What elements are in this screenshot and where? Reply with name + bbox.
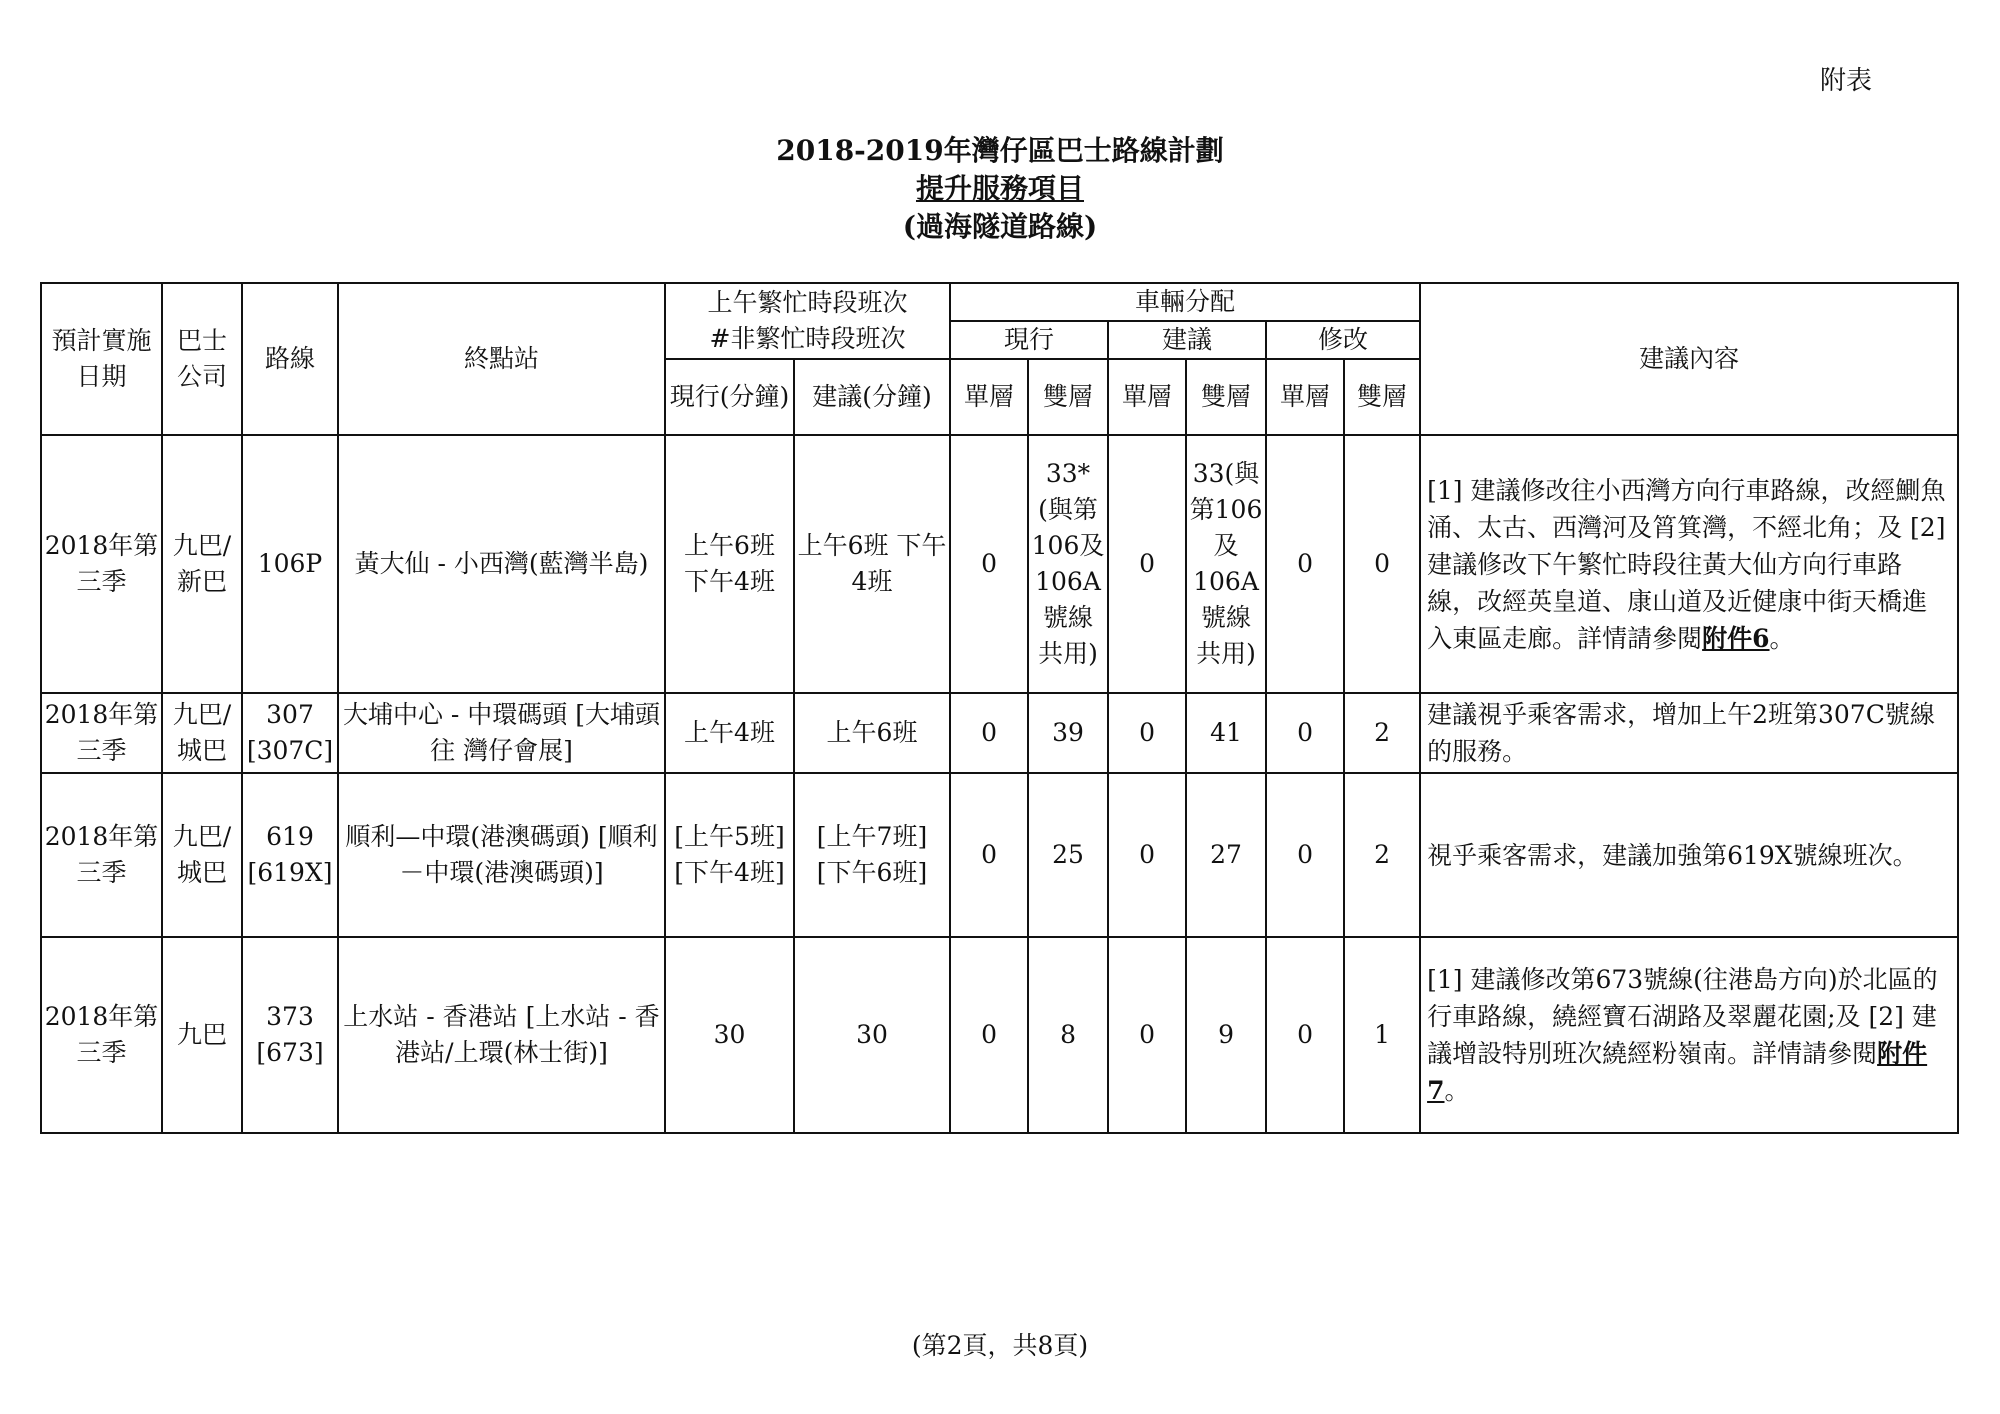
table-row: [41, 937, 1958, 1133]
cell-proposal: [1420, 773, 1958, 937]
cell-company: 九巴/城巴: [162, 693, 242, 773]
cell-date: 2018年第三季: [41, 773, 162, 937]
header-current-double: 雙層: [1028, 359, 1108, 435]
cell-change-single: 0: [1266, 937, 1344, 1133]
header-proposed: 建議: [1108, 321, 1266, 359]
table-row: [41, 693, 1958, 773]
header-date: 預計實施日期: [41, 283, 162, 435]
cell-current-single: 0: [950, 937, 1028, 1133]
cell-date: 2018年第三季: [41, 937, 162, 1133]
header-frequency-line1: 上午繁忙時段班次: [707, 288, 908, 317]
header-frequency: [665, 283, 950, 359]
proposal-text: [1] 建議修改第673號線(往港島方向)於北區的行車路線，繞經寶石湖路及翠麗花園;及 [2] 建議增設特別班次繞經粉嶺南。詳情請參閱: [1427, 965, 1938, 1068]
cell-freq-current: [上午5班] [下午4班]: [665, 773, 794, 937]
cell-change-single: 0: [1266, 773, 1344, 937]
cell-route: 307 [307C]: [242, 693, 338, 773]
cell-proposed-double: 41: [1186, 693, 1266, 773]
cell-date: 2018年第三季: [41, 435, 162, 693]
cell-current-single: 0: [950, 435, 1028, 693]
cell-proposed-single: 0: [1108, 435, 1186, 693]
header-frequency-line2: #非繁忙時段班次: [709, 324, 906, 353]
proposal-end: 。: [1769, 623, 1795, 653]
cell-current-single: 0: [950, 773, 1028, 937]
proposal-text: [1] 建議修改往小西灣方向行車路線，改經鰂魚涌、太古、西灣河及筲箕灣，不經北角；及 [2] 建議修改下午繁忙時段往黃大仙方向行車路線，改經英皇道、康山道及近健康中街天橋進入東區走廊。詳情請參閱: [1427, 475, 1946, 653]
title-line-3: (過海隧道路線): [902, 210, 1098, 243]
annex-link[interactable]: 附件6: [1702, 623, 1770, 653]
page-footer: (第2頁，共8頁): [911, 1331, 1089, 1360]
header-current-single: 單層: [950, 359, 1028, 435]
header-proposal: 建議內容: [1420, 283, 1958, 435]
cell-current-double: 25: [1028, 773, 1108, 937]
cell-current-double: 8: [1028, 937, 1108, 1133]
header-proposed-double: 雙層: [1186, 359, 1266, 435]
header-change: 修改: [1266, 321, 1420, 359]
cell-proposed-single: 0: [1108, 937, 1186, 1133]
annex-link[interactable]: 附件7: [1427, 1039, 1928, 1105]
header-company: 巴士公司: [162, 283, 242, 435]
cell-change-double: 2: [1344, 693, 1420, 773]
cell-proposed-single: 0: [1108, 693, 1186, 773]
cell-change-double: 0: [1344, 435, 1420, 693]
annex-label: 附表: [1819, 66, 1872, 96]
cell-proposed-double: 27: [1186, 773, 1266, 937]
cell-terminus: 黃大仙 - 小西灣(藍灣半島): [338, 435, 665, 693]
header-change-double: 雙層: [1344, 359, 1420, 435]
header-route: 路線: [242, 283, 338, 435]
header-freq-current: 現行(分鐘): [665, 359, 794, 435]
cell-route: 619 [619X]: [242, 773, 338, 937]
cell-change-single: 0: [1266, 693, 1344, 773]
cell-change-single: 0: [1266, 435, 1344, 693]
cell-current-double: 39: [1028, 693, 1108, 773]
table-row: [41, 773, 1958, 937]
cell-company: 九巴: [162, 937, 242, 1133]
cell-freq-current: 30: [665, 937, 794, 1133]
cell-freq-current: 上午6班 下午4班: [665, 435, 794, 693]
cell-current-double: 33*(與第106及106A號線共用): [1028, 435, 1108, 693]
cell-company: 九巴/城巴: [162, 773, 242, 937]
cell-freq-proposed: 30: [794, 937, 950, 1133]
cell-proposed-single: 0: [1108, 773, 1186, 937]
cell-change-double: 1: [1344, 937, 1420, 1133]
proposal-text: 建議視乎乘客需求，增加上午2班第307C號線的服務。: [1427, 700, 1935, 766]
header-current: 現行: [950, 321, 1108, 359]
cell-date: 2018年第三季: [41, 693, 162, 773]
cell-company: 九巴/新巴: [162, 435, 242, 693]
cell-proposed-double: 33(與第106及106A號線共用): [1186, 435, 1266, 693]
header-proposed-single: 單層: [1108, 359, 1186, 435]
cell-freq-proposed: [上午7班] [下午6班]: [794, 773, 950, 937]
cell-change-double: 2: [1344, 773, 1420, 937]
cell-freq-proposed: 上午6班 下午4班: [794, 435, 950, 693]
title-line-2: 提升服務項目: [915, 172, 1084, 205]
cell-proposed-double: 9: [1186, 937, 1266, 1133]
document-title: [0, 132, 2000, 246]
proposal-end: 。: [1444, 1076, 1470, 1105]
table-row: [41, 435, 1958, 693]
header-vehicle-allocation: 車輛分配: [950, 283, 1420, 321]
cell-route: 373 [673]: [242, 937, 338, 1133]
cell-terminus: 大埔中心 - 中環碼頭 [大埔頭 往 灣仔會展]: [338, 693, 665, 773]
cell-current-single: 0: [950, 693, 1028, 773]
header-terminus: 終點站: [338, 283, 665, 435]
header-freq-proposed: 建議(分鐘): [794, 359, 950, 435]
cell-freq-proposed: 上午6班: [794, 693, 950, 773]
cell-proposal: [1420, 937, 1958, 1133]
cell-proposal: [1420, 435, 1958, 693]
cell-freq-current: 上午4班: [665, 693, 794, 773]
cell-terminus: 上水站 - 香港站 [上水站 - 香港站/上環(林士街)]: [338, 937, 665, 1133]
header-change-single: 單層: [1266, 359, 1344, 435]
cell-terminus: 順利—中環(港澳碼頭) [順利－中環(港澳碼頭)]: [338, 773, 665, 937]
route-plan-table: [40, 282, 1959, 1134]
cell-proposal: [1420, 693, 1958, 773]
cell-route: 106P: [242, 435, 338, 693]
title-line-1: 2018-2019年灣仔區巴士路線計劃: [776, 134, 1224, 167]
proposal-text: 視乎乘客需求，建議加強第619X號線班次。: [1427, 840, 1918, 870]
